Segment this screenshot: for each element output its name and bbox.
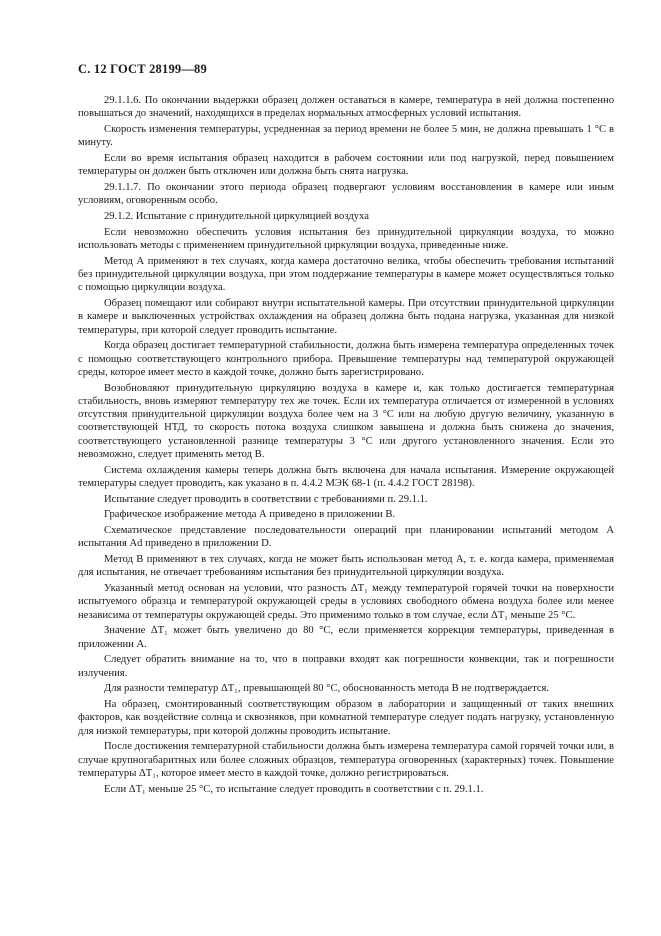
paragraph: 29.1.1.6. По окончании выдержки образец должен оставаться в камере, температура в ней должна постепенно повышаться до значений, находящихся в пределах нормальных атмосферных условий испытания.: [78, 95, 614, 120]
paragraph: 29.1.1.7. По окончании этого периода образец подвергают условиям восстановления в камере или иным условиям, оговоренным особо.: [78, 182, 614, 207]
paragraph: Следует обратить внимание на то, что в поправки входят как погрешности конвекции, так и погрешности излучения.: [78, 654, 614, 679]
paragraph: Скорость изменения температуры, усредненная за период времени не более 5 мин, не должна превышать 1 °С в минуту.: [78, 124, 614, 149]
paragraph: Если ΔT₁ меньше 25 °С, то испытание следует проводить в соответствии с п. 29.1.1.: [104, 783, 484, 795]
document-body: [78, 94, 614, 796]
page-header: С. 12 ГОСТ 28199—89: [78, 62, 207, 76]
paragraph: Указанный метод основан на условии, что разность ΔT₁ между температурой горячей точки на поверхности испытуемого образца и температурой окружающей среды в условиях свободного обмена воздуха более или менее независима от температуры окружающей среды. Это применимо только в том случае, если ΔT₁ меньше 25 °С.: [78, 583, 614, 621]
paragraph: Образец помещают или собирают внутри испытательной камеры. При отсутствии принудительной циркуляции в камере и выключенных устройствах охлаждения на образец должна быть подана нагрузка, указанная для низкой температуры, при которой следует проводить испытание.: [78, 298, 614, 336]
paragraph: Для разности температур ΔT₁, превышающей 80 °С, обоснованность метода В не подтверждается.: [104, 683, 550, 695]
paragraph: Возобновляют принудительную циркуляцию воздуха в камере и, как только достигается температурная стабильность, вновь измеряют температуру тех же точек. Если их температура отличается от измеренной в условиях отсутствия принудительной циркуляции воздуха более чем на 3 °С или на любую другую величину, указанную в соответствующей НТД, то скорость потока воздуха слишком завышена и должна быть снижена до значения, соответствующего установленной разнице температуры 3 °С или другого установленного значения. Если это невозможно, следует применять метод В.: [78, 382, 614, 460]
paragraph: Графическое изображение метода А приведено в приложении В.: [104, 509, 396, 521]
paragraph: После достижения температурной стабильности должна быть измерена температура самой горячей точки или, в случае крупногабаритных или более сложных образцов, температура оговоренных (характерных) точек. Повышение температуры ΔT₁, которое имеет место в каждой точке, должно регистрироваться.: [78, 741, 614, 779]
paragraph: Значение ΔT₁ может быть увеличено до 80 °С, если применяется коррекция температуры, приведенная в приложении А.: [78, 625, 614, 650]
section-heading: 29.1.2. Испытание с принудительной циркуляцией воздуха: [104, 211, 369, 222]
paragraph: Если во время испытания образец находится в рабочем состоянии или под нагрузкой, перед повышением температуры он должен быть отключен или должна быть снята нагрузка.: [78, 153, 614, 178]
paragraph: Испытание следует проводить в соответствии с требованиями п. 29.1.1.: [104, 493, 428, 505]
paragraph: Система охлаждения камеры теперь должна быть включена для начала испытания. Измерение окружающей температуры следует проводить, как указано в п. 4.4.2 МЭК 68-1 (п. 4.4.2 ГОСТ 28198).: [78, 464, 614, 489]
paragraph: На образец, смонтированный соответствующим образом в лаборатории и защищенный от таких внешних факторов, как воздействие солнца и сквозняков, при комнатной температуре следует подать нагрузку, установленную для низкой температуры, при которой должны проводить испытание.: [78, 699, 614, 737]
paragraph: Схематическое представление последовательности операций при планировании испытаний методом А испытания Ad приведено в приложении D.: [78, 525, 614, 550]
paragraph: Метод В применяют в тех случаях, когда не может быть использован метод А, т. е. когда камера, применяемая для испытания, не отвечает требованиям испытания без принудительной циркуляции воздуха.: [78, 554, 614, 579]
paragraph: Метод А применяют в тех случаях, когда камера достаточно велика, чтобы обеспечить требования испытаний без принудительной циркуляции воздуха, при этом поддержание температуры в камере может осуществляться только с помощью циркуляции воздуха.: [78, 255, 614, 294]
paragraph: Когда образец достигает температурной стабильности, должна быть измерена температура определенных точек с помощью соответствующего контрольного прибора. Превышение температуры над температурой окружающей среды, которое имеет место в каждой точке, должно быть зарегистрировано.: [78, 340, 614, 378]
paragraph: Если невозможно обеспечить условия испытания без принудительной циркуляции воздуха, то можно использовать методы с применением принудительной циркуляции воздуха, приведенные ниже.: [78, 226, 614, 251]
